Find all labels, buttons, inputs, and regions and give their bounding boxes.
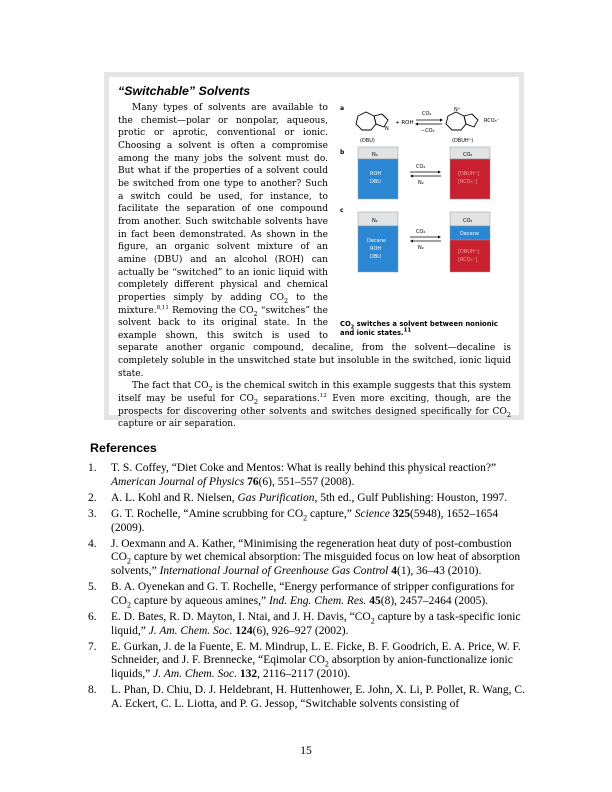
dbuh-structure (446, 112, 478, 130)
arrow-c-n2: N₂ (418, 245, 424, 251)
sidebar-text-run: Many types of solvents are available to the chemist—polar or nonpolar, aqueous, protic or aprotic, conventional or ionic. Choosing a solvent is often a compromise among the many jobs the solvent must do. But what if the properties of a solvent could be switched from one type to another? Such a switch could be used, for instance, to facilitate the separation of one compound from another. Such switchable solvents have in fact been demonstrated. As shown in the figure, an organic solvent mixture of an amine (DBU) and an alcohol (ROH) can actually be “switched” to an ionic liquid with completely different physical and chemical properties simply by adding CO (118, 103, 328, 303)
liquid-rco3: [RCO₃⁻] (458, 179, 478, 185)
beaker-c-gas-n2: N₂ (372, 218, 378, 224)
plus-roh: + ROH (395, 120, 414, 126)
sidebar-text-run: “switches” the solvent back to its original state. In the example shown, this switch is used to separate another organic compound, decaline, from the solvent—decaline is completely soluble in the unswitched state but insoluble in the switched, ionic liquid state. (118, 305, 511, 379)
sidebar-content (109, 77, 519, 430)
arrow-co2-bottom: −CO₂ (421, 128, 435, 134)
liquid-c-roh: ROH (370, 246, 382, 252)
figure-caption (340, 320, 510, 338)
reference-item: 5. B. A. Oyenekan and G. T. Rochelle, “Energy performance of stripper configurations for $CO_2$ capture by aqueous amines,” Ind. Eng. Chem. Res. 45(8), 2457–2464 (2005). (88, 581, 515, 610)
c-reverse-arrowhead (410, 240, 413, 243)
sidebar-paragraph-2 (118, 380, 511, 431)
reference-item: 3. G. T. Rochelle, “Amine scrubbing for $CO_2$ capture,” Science 325(5948), 1652–1654 (2009). (88, 507, 499, 534)
subscript: 2 (350, 324, 355, 331)
sidebar-text-run: The fact that CO (132, 381, 209, 392)
sidebar-text-run: capture or air separation. (118, 419, 236, 430)
arrow-b-n2: N₂ (418, 180, 424, 186)
liquid-dbu: DBU (370, 179, 381, 185)
sidebar-text-run: to the mixture. (118, 292, 329, 316)
beaker-gas-co2: CO₂ (463, 152, 473, 158)
reference-item: 6. E. D. Bates, R. D. Mayton, I. Ntai, and J. H. Davis, “$CO_2$ capture by a task-specific ionic liquid,” J. Am. Chem. Soc. 124(6), 926–927 (2002). (88, 610, 521, 637)
panel-label-b: b (340, 149, 345, 156)
reference-superscript: 11 (403, 327, 412, 334)
n-plus-atom: N⁺ (454, 107, 461, 113)
liquid-c-rco3: [RCO₃⁻] (458, 257, 478, 263)
sidebar-text-run: switches a solvent between nonionic and ionic states. (340, 320, 498, 337)
panel-label-c: c (340, 207, 344, 214)
sidebar-text-run: Removing the CO (168, 305, 254, 316)
figure-diagram (338, 102, 510, 317)
switchable-solvent-figure (338, 102, 510, 337)
sidebar-text-run: CO (340, 320, 351, 328)
reference-superscript: 8,11 (156, 304, 169, 311)
b-forward-arrowhead (438, 171, 441, 174)
reverse-arrowhead (415, 123, 418, 126)
reference-item: 2. A. L. Kohl and R. Nielsen, Gas Purification, 5th ed., Gulf Publishing: Houston, 1997. (88, 491, 508, 504)
sidebar-body (118, 102, 511, 431)
reference-item: 7. E. Gurkan, J. de la Fuente, E. M. Mindrup, L. E. Ficke, B. F. Goodrich, E. A. Price, W. F. Schneider, and J. F. Brennecke, “Eqimolar $CO_2$ absorption by anion-functionalize ionic liquids,” J. Am. Chem. Soc. 132, 2116–2117 (2010). (88, 640, 521, 680)
dbuh-label: (DBUH⁺) (452, 138, 474, 144)
sidebar-title: “Switchable” Solvents (118, 84, 251, 98)
subscript: 2 (253, 309, 258, 318)
reference-item: 4. J. Oexmann and A. Kather, “Minimising the regeneration heat duty of post-combustion $CO_2$ capture by wet chemical absorption: The misguided focus on low heat of absorption solvents,” International Journal of Greenhouse Gas Control 4(1), 36–43 (2010). (88, 537, 521, 577)
liquid-c-dbuh: [DBUH⁺] (458, 249, 480, 255)
liquid-c-decane: Decane (460, 231, 479, 237)
subscript: 2 (284, 296, 289, 305)
subscript: 2 (208, 385, 213, 394)
reference-item: 8. L. Phan, D. Chiu, D. J. Heldebrant, H. Huttenhower, E. John, X. Li, P. Pollet, R. Wang, C. A. Eckert, C. L. Liotta, and P. G. Jessop, “Switchable solvents consisting of (88, 684, 525, 710)
panel-label-a: a (340, 105, 345, 112)
beaker-c-left-gas (358, 212, 398, 226)
arrow-b-co2: CO₂ (416, 164, 426, 170)
sidebar-text-run: separations. (258, 394, 320, 405)
beaker-c-gas-co2: CO₂ (463, 218, 473, 224)
references-list (88, 462, 526, 714)
liquid-decane: Decane (367, 238, 386, 244)
forward-arrowhead (440, 119, 443, 122)
references-heading: References (90, 441, 157, 455)
dbu-label: (DBU) (360, 138, 375, 144)
subscript: 2 (253, 397, 259, 406)
beaker-b-left-gas (358, 147, 398, 159)
arrow-c-co2: CO₂ (416, 229, 426, 235)
rco3-anion: RCO₃⁻ (484, 118, 500, 124)
b-reverse-arrowhead (410, 175, 413, 178)
liquid-roh: ROH (370, 171, 382, 177)
arrow-co2-top: CO₂ (422, 111, 432, 117)
reference-item: 1. T. S. Coffey, “Diet Coke and Mentos: What is really behind this physical reaction?” American Journal of Physics 76(6), 551–557 (2008). (88, 462, 497, 488)
subscript: 2 (506, 410, 511, 419)
liquid-c-dbu: DBU (370, 254, 381, 260)
sidebar-box (104, 72, 524, 430)
beaker-gas-n2: N₂ (372, 152, 378, 158)
reference-superscript: 12 (319, 393, 327, 400)
dbu-structure (356, 112, 388, 130)
beaker-c-right-ionic-layer (450, 240, 490, 272)
n-atom: N (385, 126, 389, 132)
page-number: 15 (300, 745, 312, 757)
c-forward-arrowhead (438, 236, 441, 239)
liquid-dbuh: [DBUH⁺] (458, 171, 480, 177)
sidebar-text-run: Even more exciting, though, are the prospects for discovering other solvents and switches designed specifically for CO (118, 394, 511, 417)
sidebar-text-run: is the chemical switch in this example suggests that this system itself may be useful for CO (118, 381, 511, 405)
